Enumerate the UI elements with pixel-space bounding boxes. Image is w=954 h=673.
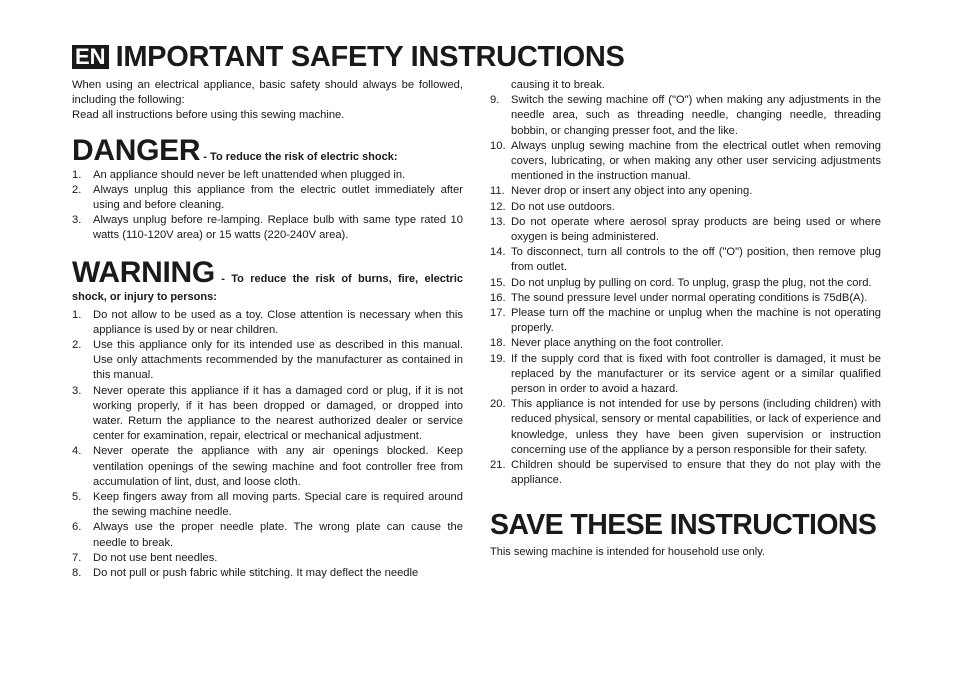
list-item-text: The sound pressure level under normal operating conditions is 75dB(A). <box>511 291 868 304</box>
danger-subtitle: - To reduce the risk of electric shock: <box>203 150 398 163</box>
list-item-text: Please turn off the machine or unplug when the machine is not operating properly. <box>511 307 881 335</box>
language-badge: EN <box>72 45 109 69</box>
danger-list <box>72 168 463 244</box>
list-item <box>490 276 881 291</box>
list-item-number: 14. <box>490 246 506 259</box>
list-item-number: 3. <box>72 214 82 227</box>
list-item-text: Do not pull or push fabric while stitching. It may deflect the needle <box>93 567 419 580</box>
list-item <box>72 168 463 183</box>
list-item-text: Children should be supervised to ensure that they do not play with the appliance. <box>511 459 881 487</box>
list-item-number: 8. <box>72 567 82 580</box>
list-item <box>72 384 463 445</box>
list-item-number: 2. <box>72 339 82 352</box>
list-item-number: 11. <box>490 185 505 198</box>
list-item <box>490 139 881 185</box>
list-item <box>72 183 463 213</box>
list-item <box>490 291 881 306</box>
warning-heading <box>72 255 464 306</box>
list-item-number: 13. <box>490 215 506 228</box>
list-item-number: 12. <box>490 200 506 213</box>
list-item-text: Do not operate where aerosol spray products are being used or where oxygen is being administered. <box>511 215 881 244</box>
list-item-number: 2. <box>72 183 82 196</box>
intro-line-2: Read all instructions before using this sewing machine. <box>72 109 345 122</box>
list-item-text: To disconnect, turn all controls to the off ("O") position, then remove plug from outlet. <box>511 246 881 274</box>
list-item-text: If the supply cord that is fixed with foot controller is damaged, it must be replaced by the manufacturer or its service agent or a similar qualified person in order to avoid a hazard. <box>511 352 881 396</box>
list-item <box>490 184 881 199</box>
list-item <box>490 458 881 488</box>
list-item <box>490 93 881 139</box>
list-item <box>72 213 463 243</box>
warning-title: WARNING <box>72 255 215 289</box>
list-item <box>72 566 463 581</box>
household-note: This sewing machine is intended for household use only. <box>490 546 765 559</box>
right-column <box>490 78 881 561</box>
list-item-number: 16. <box>490 291 506 304</box>
list-item <box>490 336 881 351</box>
warning-list <box>72 308 463 582</box>
intro-line-1: When using an electrical appliance, basic safety should always be followed, including the following: <box>72 79 463 107</box>
list-item-number: 19. <box>490 352 506 365</box>
list-item <box>490 306 881 336</box>
list-item <box>72 308 463 338</box>
list-item-number: 21. <box>490 459 506 472</box>
list-item <box>490 245 881 275</box>
list-item-text: Use this appliance only for its intended use as described in this manual. Use only attachments recommended by the manufacturer as contained in this manual. <box>93 339 463 382</box>
list-item-number: 20. <box>490 398 506 411</box>
list-item-number: 9. <box>490 94 500 107</box>
list-item-number: 6. <box>72 521 82 534</box>
title-text: IMPORTANT SAFETY INSTRUCTIONS <box>115 40 625 73</box>
list-item-number: 18. <box>490 337 506 350</box>
danger-title: DANGER <box>72 133 201 167</box>
list-item <box>72 551 463 566</box>
danger-heading <box>72 133 463 167</box>
list-item-text: Do not use bent needles. <box>93 551 218 564</box>
list-item-number: 1. <box>72 168 82 181</box>
list-item-number: 1. <box>72 308 82 321</box>
list-item-text: Do not unplug by pulling on cord. To unplug, grasp the plug, not the cord. <box>511 276 872 289</box>
list-item-number: 4. <box>72 445 82 458</box>
list-item-number: 15. <box>490 276 506 289</box>
list-item-text: Always unplug sewing machine from the electrical outlet when removing covers, lubricating, or when making any other user servicing adjustments mentioned in the instruction manual. <box>511 139 881 183</box>
list-item-number: 5. <box>72 491 82 504</box>
list-item-text: Never operate this appliance if it has a damaged cord or plug, if it is not working properly, if it has been dropped or damaged, or dropped into water. Return the appliance to the nearest authorized dealer or service center for examination, repair, electrical or mechanical adjustment. <box>93 384 463 443</box>
item-8-continuation: causing it to break. <box>511 79 605 91</box>
list-item-number: 10. <box>490 139 506 152</box>
list-item <box>72 444 463 490</box>
list-item-text: Never place anything on the foot controller. <box>511 337 724 350</box>
list-item-text: Always unplug this appliance from the electric outlet immediately after using and before cleaning. <box>93 183 463 212</box>
list-item <box>490 397 881 458</box>
list-item-text: Switch the sewing machine off ("O") when making any adjustments in the needle area, such as threading needle, changing needle, threading bobbin, or changing presser foot, and the like. <box>511 94 881 137</box>
warning-subtitle: - To reduce the risk of burns, fire, electric shock, or injury to persons: <box>72 272 464 303</box>
list-item-number: 17. <box>490 307 506 320</box>
list-item <box>72 490 463 520</box>
list-item <box>490 215 881 245</box>
list-item-text: Never drop or insert any object into any opening. <box>511 185 753 198</box>
list-item-number: 7. <box>72 551 82 564</box>
list-item <box>490 352 881 398</box>
list-item-text: Always unplug before re-lamping. Replace bulb with same type rated 10 watts (110-120V area) or 15 watts (220-240V area). <box>93 214 463 242</box>
list-item <box>490 200 881 215</box>
left-column <box>72 78 463 581</box>
list-item-text: An appliance should never be left unattended when plugged in. <box>93 168 406 181</box>
list-item-number: 3. <box>72 384 82 397</box>
save-instructions-heading: SAVE THESE INSTRUCTIONS <box>490 509 877 542</box>
list-item-text: Do not use outdoors. <box>511 200 615 213</box>
intro <box>72 78 463 124</box>
list-item <box>72 338 463 384</box>
page-title <box>72 40 625 74</box>
warning-list-continued <box>490 93 881 488</box>
list-item-text: Never operate the appliance with any air openings blocked. Keep ventilation openings of the sewing machine and foot controller free from accumulation of lint, dust, and loose cloth. <box>93 445 463 488</box>
list-item <box>72 520 463 550</box>
list-item-text: Do not allow to be used as a toy. Close attention is necessary when this appliance is used by or near children. <box>93 308 463 336</box>
list-item-text: This appliance is not intended for use by persons (including children) with reduced physical, sensory or mental capabilities, or lack of experience and knowledge, unless they have been given supervision or instruction concerning use of the appliance by a person responsible for their safety. <box>511 398 881 456</box>
list-item-text: Keep fingers away from all moving parts. Special care is required around the sewing machine needle. <box>93 491 463 519</box>
list-item-text: Always use the proper needle plate. The wrong plate can cause the needle to break. <box>93 521 463 549</box>
